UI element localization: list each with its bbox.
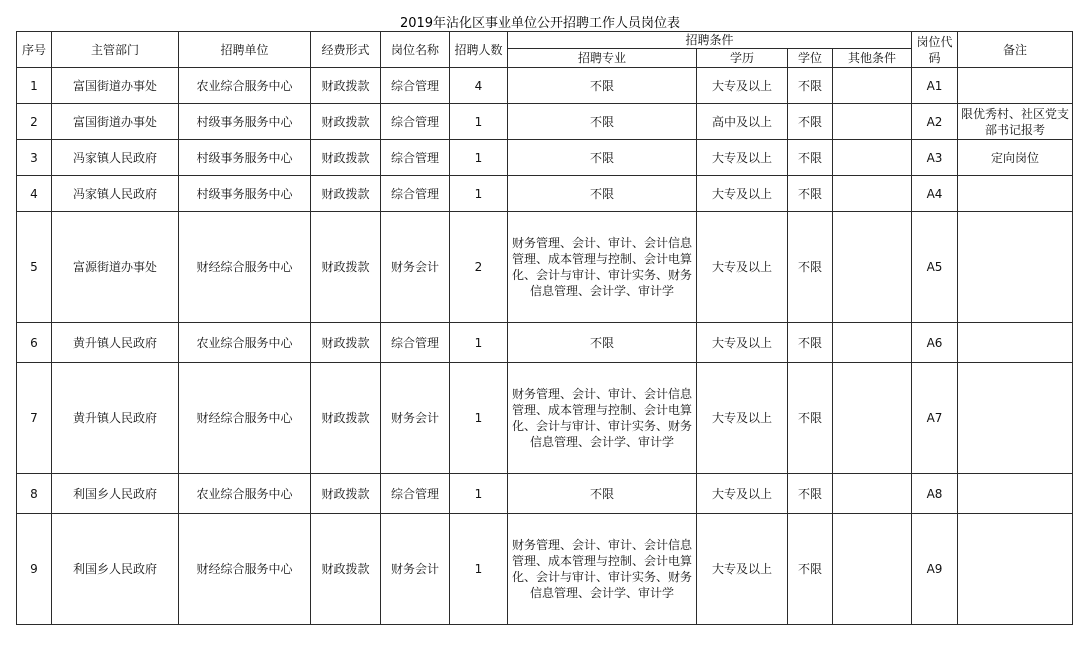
cell-other bbox=[833, 212, 912, 323]
cell-position: 财务会计 bbox=[381, 212, 450, 323]
cell-degree: 不限 bbox=[788, 514, 833, 625]
cell-funding: 财政拨款 bbox=[311, 474, 381, 514]
cell-unit: 村级事务服务中心 bbox=[179, 104, 311, 140]
cell-major: 不限 bbox=[508, 323, 697, 363]
cell-degree: 不限 bbox=[788, 363, 833, 474]
cell-position: 综合管理 bbox=[381, 140, 450, 176]
header-dept: 主管部门 bbox=[52, 32, 179, 68]
header-major: 招聘专业 bbox=[508, 49, 697, 68]
cell-major: 财务管理、会计、审计、会计信息管理、成本管理与控制、会计电算化、会计与审计、审计实务、财务信息管理、会计学、审计学 bbox=[508, 514, 697, 625]
cell-unit: 财经综合服务中心 bbox=[179, 514, 311, 625]
cell-note bbox=[958, 176, 1073, 212]
table-row bbox=[17, 474, 1073, 514]
cell-degree: 不限 bbox=[788, 140, 833, 176]
cell-funding: 财政拨款 bbox=[311, 176, 381, 212]
cell-count: 1 bbox=[450, 104, 508, 140]
cell-code: A2 bbox=[912, 104, 958, 140]
cell-other bbox=[833, 323, 912, 363]
cell-count: 1 bbox=[450, 140, 508, 176]
cell-count: 1 bbox=[450, 514, 508, 625]
cell-dept: 利国乡人民政府 bbox=[52, 474, 179, 514]
cell-dept: 富国街道办事处 bbox=[52, 68, 179, 104]
recruitment-table bbox=[16, 31, 1073, 625]
header-funding: 经费形式 bbox=[311, 32, 381, 68]
cell-note bbox=[958, 474, 1073, 514]
cell-unit: 农业综合服务中心 bbox=[179, 323, 311, 363]
cell-education: 大专及以上 bbox=[697, 323, 788, 363]
cell-other bbox=[833, 68, 912, 104]
cell-education: 大专及以上 bbox=[697, 474, 788, 514]
cell-degree: 不限 bbox=[788, 176, 833, 212]
cell-position: 综合管理 bbox=[381, 104, 450, 140]
cell-position: 综合管理 bbox=[381, 323, 450, 363]
table-row bbox=[17, 514, 1073, 625]
cell-code: A7 bbox=[912, 363, 958, 474]
cell-funding: 财政拨款 bbox=[311, 323, 381, 363]
cell-education: 高中及以上 bbox=[697, 104, 788, 140]
cell-unit: 财经综合服务中心 bbox=[179, 363, 311, 474]
cell-unit: 村级事务服务中心 bbox=[179, 140, 311, 176]
header-code: 岗位代码 bbox=[912, 32, 958, 68]
cell-major: 不限 bbox=[508, 474, 697, 514]
cell-seq: 9 bbox=[17, 514, 52, 625]
header-conditions: 招聘条件 bbox=[508, 32, 912, 49]
cell-note: 定向岗位 bbox=[958, 140, 1073, 176]
table-title: 2019年沾化区事业单位公开招聘工作人员岗位表 bbox=[399, 16, 681, 31]
header-other: 其他条件 bbox=[833, 49, 912, 68]
cell-major: 不限 bbox=[508, 68, 697, 104]
cell-unit: 财经综合服务中心 bbox=[179, 212, 311, 323]
header-unit: 招聘单位 bbox=[179, 32, 311, 68]
cell-code: A8 bbox=[912, 474, 958, 514]
cell-education: 大专及以上 bbox=[697, 514, 788, 625]
cell-major: 财务管理、会计、审计、会计信息管理、成本管理与控制、会计电算化、会计与审计、审计实务、财务信息管理、会计学、审计学 bbox=[508, 212, 697, 323]
header-note: 备注 bbox=[958, 32, 1073, 68]
cell-degree: 不限 bbox=[788, 104, 833, 140]
header-seq: 序号 bbox=[17, 32, 52, 68]
cell-major: 不限 bbox=[508, 104, 697, 140]
cell-count: 1 bbox=[450, 176, 508, 212]
cell-position: 财务会计 bbox=[381, 514, 450, 625]
table-row bbox=[17, 212, 1073, 323]
cell-other bbox=[833, 140, 912, 176]
cell-other bbox=[833, 104, 912, 140]
header-count: 招聘人数 bbox=[450, 32, 508, 68]
cell-seq: 7 bbox=[17, 363, 52, 474]
cell-seq: 5 bbox=[17, 212, 52, 323]
cell-count: 2 bbox=[450, 212, 508, 323]
cell-count: 4 bbox=[450, 68, 508, 104]
cell-funding: 财政拨款 bbox=[311, 514, 381, 625]
cell-code: A6 bbox=[912, 323, 958, 363]
cell-code: A4 bbox=[912, 176, 958, 212]
cell-seq: 6 bbox=[17, 323, 52, 363]
cell-education: 大专及以上 bbox=[697, 176, 788, 212]
table-row bbox=[17, 68, 1073, 104]
cell-other bbox=[833, 514, 912, 625]
cell-code: A9 bbox=[912, 514, 958, 625]
cell-position: 综合管理 bbox=[381, 176, 450, 212]
table-row bbox=[17, 140, 1073, 176]
cell-other bbox=[833, 474, 912, 514]
cell-unit: 农业综合服务中心 bbox=[179, 68, 311, 104]
cell-funding: 财政拨款 bbox=[311, 68, 381, 104]
cell-major: 不限 bbox=[508, 176, 697, 212]
cell-seq: 4 bbox=[17, 176, 52, 212]
table-row bbox=[17, 323, 1073, 363]
cell-dept: 黄升镇人民政府 bbox=[52, 323, 179, 363]
cell-seq: 2 bbox=[17, 104, 52, 140]
header-row-top bbox=[17, 32, 1073, 49]
cell-seq: 1 bbox=[17, 68, 52, 104]
cell-major: 不限 bbox=[508, 140, 697, 176]
cell-funding: 财政拨款 bbox=[311, 363, 381, 474]
cell-funding: 财政拨款 bbox=[311, 104, 381, 140]
cell-degree: 不限 bbox=[788, 474, 833, 514]
cell-dept: 黄升镇人民政府 bbox=[52, 363, 179, 474]
header-education: 学历 bbox=[697, 49, 788, 68]
table-row bbox=[17, 363, 1073, 474]
cell-unit: 村级事务服务中心 bbox=[179, 176, 311, 212]
cell-dept: 冯家镇人民政府 bbox=[52, 176, 179, 212]
cell-count: 1 bbox=[450, 474, 508, 514]
cell-code: A5 bbox=[912, 212, 958, 323]
cell-funding: 财政拨款 bbox=[311, 140, 381, 176]
table-row bbox=[17, 104, 1073, 140]
cell-education: 大专及以上 bbox=[697, 68, 788, 104]
cell-dept: 富国街道办事处 bbox=[52, 104, 179, 140]
header-position: 岗位名称 bbox=[381, 32, 450, 68]
cell-position: 财务会计 bbox=[381, 363, 450, 474]
cell-note bbox=[958, 363, 1073, 474]
cell-code: A1 bbox=[912, 68, 958, 104]
cell-unit: 农业综合服务中心 bbox=[179, 474, 311, 514]
cell-note bbox=[958, 68, 1073, 104]
cell-note bbox=[958, 323, 1073, 363]
cell-note bbox=[958, 212, 1073, 323]
cell-dept: 冯家镇人民政府 bbox=[52, 140, 179, 176]
cell-dept: 富源街道办事处 bbox=[52, 212, 179, 323]
cell-position: 综合管理 bbox=[381, 474, 450, 514]
header-degree: 学位 bbox=[788, 49, 833, 68]
cell-code: A3 bbox=[912, 140, 958, 176]
cell-education: 大专及以上 bbox=[697, 212, 788, 323]
cell-funding: 财政拨款 bbox=[311, 212, 381, 323]
cell-position: 综合管理 bbox=[381, 68, 450, 104]
cell-dept: 利国乡人民政府 bbox=[52, 514, 179, 625]
cell-major: 财务管理、会计、审计、会计信息管理、成本管理与控制、会计电算化、会计与审计、审计实务、财务信息管理、会计学、审计学 bbox=[508, 363, 697, 474]
cell-education: 大专及以上 bbox=[697, 363, 788, 474]
cell-degree: 不限 bbox=[788, 212, 833, 323]
cell-degree: 不限 bbox=[788, 68, 833, 104]
cell-seq: 3 bbox=[17, 140, 52, 176]
table-row bbox=[17, 176, 1073, 212]
cell-education: 大专及以上 bbox=[697, 140, 788, 176]
cell-other bbox=[833, 176, 912, 212]
cell-seq: 8 bbox=[17, 474, 52, 514]
cell-note: 限优秀村、社区党支部书记报考 bbox=[958, 104, 1073, 140]
cell-count: 1 bbox=[450, 363, 508, 474]
cell-other bbox=[833, 363, 912, 474]
cell-count: 1 bbox=[450, 323, 508, 363]
cell-degree: 不限 bbox=[788, 323, 833, 363]
cell-note bbox=[958, 514, 1073, 625]
